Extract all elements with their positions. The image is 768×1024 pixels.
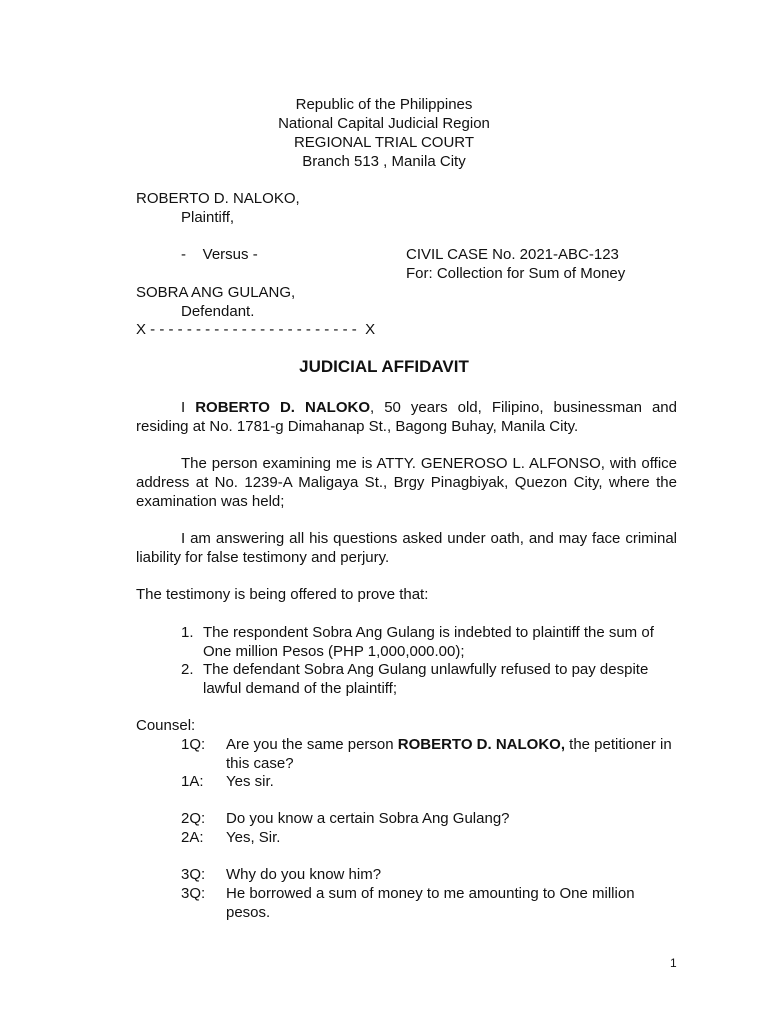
answer-label: 3Q: (181, 885, 206, 902)
court-header (0, 95, 768, 171)
question-text: Why do you know him? (226, 866, 382, 883)
paragraph-affiant-intro: I (181, 399, 196, 416)
question-text: Do you know a certain Sobra Ang Gulang? (226, 810, 510, 827)
paragraph-purpose: The testimony is being offered to prove that: (136, 586, 429, 603)
petitioner-name: ROBERTO D. NALOKO, (397, 736, 565, 753)
plaintiff-role: Plaintiff, (181, 209, 235, 226)
header-line-3: REGIONAL TRIAL COURT (293, 134, 475, 151)
list-item-text: The defendant Sobra Ang Gulang unlawfully refused to pay despite lawful demand of the plaintiff; (203, 661, 649, 697)
plaintiff-name: ROBERTO D. NALOKO, (136, 190, 300, 207)
affiant-name: ROBERTO D. NALOKO (195, 399, 370, 416)
case-number: CIVIL CASE No. 2021-ABC-123 (406, 246, 619, 263)
answer-text: He borrowed a sum of money to me amounting to One million pesos. (226, 885, 635, 921)
document-title: JUDICIAL AFFIDAVIT (299, 357, 469, 376)
header-line-2: National Capital Judicial Region (278, 115, 490, 132)
answer-text: Yes, Sir. (226, 829, 281, 846)
paragraph-affiant-rest: , 50 years old, Filipino, businessman and residing at No. 1781-g Dimahanap St., Bagong Buhay, Manila City. (136, 399, 677, 435)
paragraph-oath: I am answering all his questions asked under oath, and may face criminal liability for false testimony and perjury. (136, 530, 677, 566)
paragraph-examiner: The person examining me is ATTY. GENEROSO L. ALFONSO, with office address at No. 1239-A Maligaya St., Brgy Pinagbiyak, Quezon City, where the examination was held; (136, 455, 677, 510)
answer-label: 1A: (181, 773, 204, 790)
header-line-4: Branch 513 , Manila City (302, 153, 466, 170)
list-item-text: The respondent Sobra Ang Gulang is indebted to plaintiff the sum of One million Pesos (PHP 1,000,000.00); (203, 624, 654, 660)
question-text (226, 735, 677, 773)
defendant-name: SOBRA ANG GULANG, (136, 284, 296, 301)
list-item-number: 1. (181, 624, 194, 641)
question-text-start: Are you the same person (226, 736, 398, 753)
caption-separator: X - - - - - - - - - - - - - - - - - - - - - - - X (136, 321, 376, 338)
counsel-label: Counsel: (136, 717, 196, 734)
question-label: 1Q: (181, 736, 206, 753)
versus-label: - Versus - (181, 246, 258, 263)
question-label: 3Q: (181, 866, 206, 883)
answer-label: 2A: (181, 829, 204, 846)
list-item-number: 2. (181, 661, 194, 678)
page-number: 1 (670, 956, 677, 970)
paragraph-affiant (136, 398, 677, 436)
question-text-end: the petitioner in this case? (226, 736, 672, 772)
case-nature: For: Collection for Sum of Money (406, 265, 626, 282)
header-line-1: Republic of the Philippines (295, 96, 473, 113)
defendant-role: Defendant. (181, 303, 255, 320)
answer-text: Yes sir. (226, 773, 274, 790)
question-label: 2Q: (181, 810, 206, 827)
